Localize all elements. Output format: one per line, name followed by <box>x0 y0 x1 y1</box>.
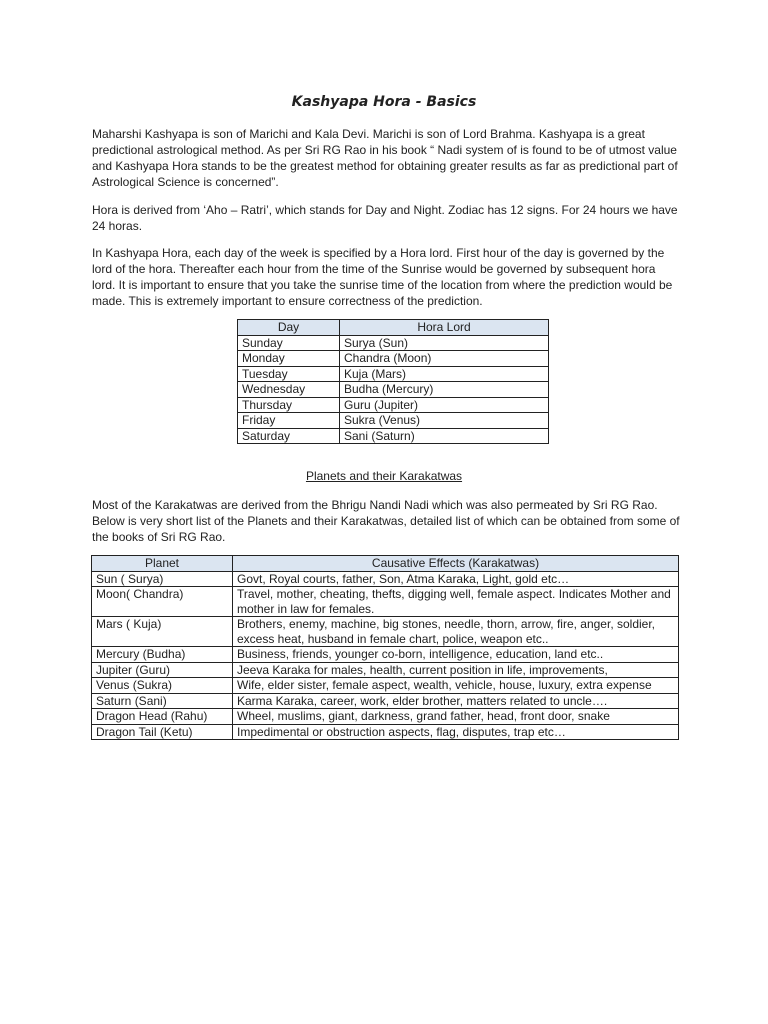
day-cell: Saturday <box>238 428 340 444</box>
day-cell: Friday <box>238 413 340 429</box>
day-cell: Thursday <box>238 397 340 413</box>
intro-paragraph: Maharshi Kashyapa is son of Marichi and Kala Devi. Marichi is son of Lord Brahma. Kashyapa is a great predictional astrological method. As per Sri RG Rao in his book “ Nadi system of is found to be of utmost value and Kashyapa Hora stands to be the greatest method for obtaining greater results as far as predictional part of Astrological Science is concerned”. <box>92 127 678 189</box>
planet-cell: Mars ( Kuja) <box>92 617 233 647</box>
hora-lord-cell: Sani (Saturn) <box>340 428 549 444</box>
table-row <box>92 617 679 647</box>
table-header-row <box>238 320 549 336</box>
effects-cell: Brothers, enemy, machine, big stones, needle, thorn, arrow, fire, anger, soldier, excess heat, husband in female chart, police, weapon etc.. <box>233 617 679 647</box>
planet-cell: Dragon Head (Rahu) <box>92 709 233 725</box>
effects-cell: Travel, mother, cheating, thefts, digging well, female aspect. Indicates Mother and mother in law for females. <box>233 587 679 617</box>
table-row <box>92 709 679 725</box>
planet-cell: Mercury (Budha) <box>92 647 233 663</box>
table-row <box>238 428 549 444</box>
effects-cell: Wife, elder sister, female aspect, wealth, vehicle, house, luxury, extra expense <box>233 678 679 694</box>
hora-lord-paragraph: In Kashyapa Hora, each day of the week is specified by a Hora lord. First hour of the day is governed by the lord of the hora. Thereafter each hour from the time of the Sunrise would be governed by subsequent hora lord. It is important to ensure that you take the sunrise time of the location from where the prediction would be made. This is extremely important to ensure correctness of the prediction. <box>92 246 673 308</box>
table-row <box>92 678 679 694</box>
table-row <box>92 587 679 617</box>
karakatwas-table <box>91 555 679 740</box>
day-cell: Monday <box>238 351 340 367</box>
hora-lord-cell: Sukra (Venus) <box>340 413 549 429</box>
table-row <box>238 413 549 429</box>
effects-cell: Business, friends, younger co-born, intelligence, education, land etc.. <box>233 647 679 663</box>
karakatwas-paragraph: Most of the Karakatwas are derived from the Bhrigu Nandi Nadi which was also permeated by Sri RG Rao. Below is very short list of the Planets and their Karakatwas, detailed list of which can be obtained from some of the books of Sri RG Rao. <box>92 498 680 544</box>
planet-cell: Jupiter (Guru) <box>92 662 233 678</box>
hora-lord-cell: Surya (Sun) <box>340 335 549 351</box>
planet-cell: Dragon Tail (Ketu) <box>92 724 233 740</box>
table-row <box>92 693 679 709</box>
page-title: Kashyapa Hora - Basics <box>291 94 477 110</box>
column-header-hora-lord: Hora Lord <box>340 320 549 336</box>
effects-cell: Govt, Royal courts, father, Son, Atma Karaka, Light, gold etc… <box>233 571 679 587</box>
column-header-day: Day <box>238 320 340 336</box>
hora-lord-table <box>237 319 549 444</box>
table-row <box>92 647 679 663</box>
hora-lord-cell: Budha (Mercury) <box>340 382 549 398</box>
hora-definition-paragraph: Hora is derived from ‘Aho – Ratri’, which stands for Day and Night. Zodiac has 12 signs. For 24 hours we have 24 horas. <box>92 203 678 233</box>
planet-cell: Moon( Chandra) <box>92 587 233 617</box>
column-header-effects: Causative Effects (Karakatwas) <box>233 556 679 572</box>
effects-cell: Karma Karaka, career, work, elder brother, matters related to uncle…. <box>233 693 679 709</box>
planet-cell: Sun ( Surya) <box>92 571 233 587</box>
hora-lord-cell: Chandra (Moon) <box>340 351 549 367</box>
day-cell: Tuesday <box>238 366 340 382</box>
planet-cell: Venus (Sukra) <box>92 678 233 694</box>
planet-cell: Saturn (Sani) <box>92 693 233 709</box>
day-cell: Wednesday <box>238 382 340 398</box>
hora-lord-cell: Guru (Jupiter) <box>340 397 549 413</box>
table-row <box>92 571 679 587</box>
day-cell: Sunday <box>238 335 340 351</box>
table-header-row <box>92 556 679 572</box>
section-heading: Planets and their Karakatwas <box>305 469 463 483</box>
table-row <box>92 662 679 678</box>
table-row <box>238 335 549 351</box>
hora-lord-cell: Kuja (Mars) <box>340 366 549 382</box>
table-row <box>92 724 679 740</box>
table-row <box>238 366 549 382</box>
table-row <box>238 397 549 413</box>
effects-cell: Wheel, muslims, giant, darkness, grand father, head, front door, snake <box>233 709 679 725</box>
effects-cell: Impedimental or obstruction aspects, flag, disputes, trap etc… <box>233 724 679 740</box>
table-row <box>238 351 549 367</box>
effects-cell: Jeeva Karaka for males, health, current position in life, improvements, <box>233 662 679 678</box>
column-header-planet: Planet <box>92 556 233 572</box>
table-row <box>238 382 549 398</box>
